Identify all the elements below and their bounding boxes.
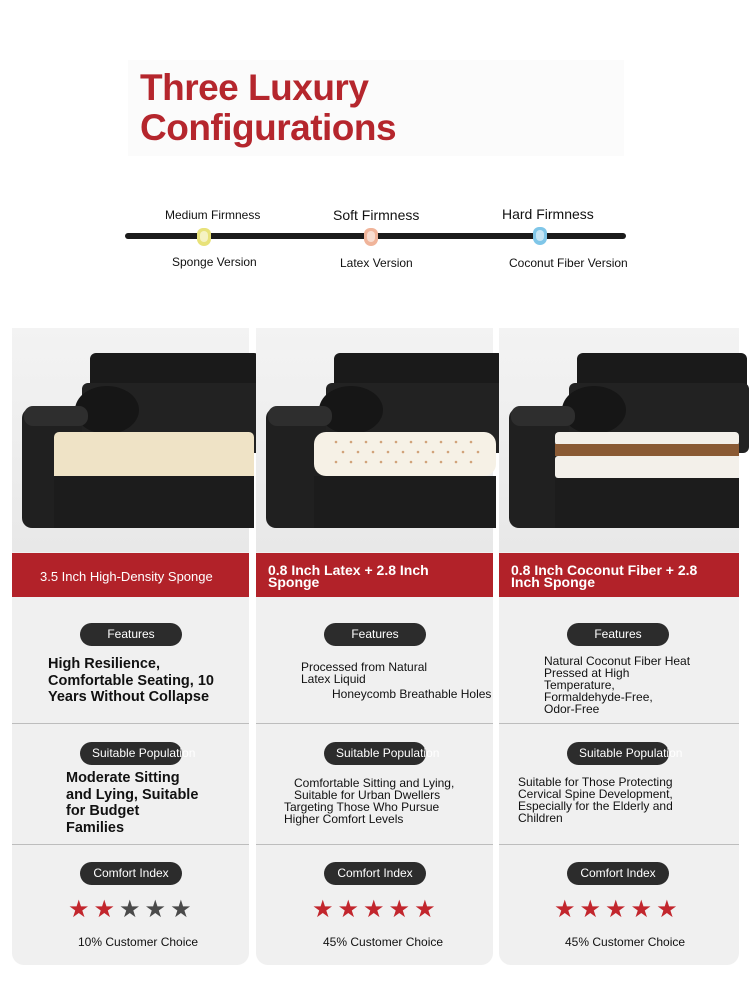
population-line: Especially for the Elderly and: [518, 799, 673, 813]
divider: [256, 723, 493, 724]
star-icon: ★: [312, 895, 334, 923]
population-text-sponge: [66, 770, 198, 836]
population-line: for Budget: [66, 803, 140, 819]
divider: [499, 844, 739, 845]
comfort-index-pill: Comfort Index: [567, 862, 669, 885]
version-label-coconut: Coconut Fiber Version: [509, 256, 628, 270]
firmness-label-medium: Medium Firmness: [165, 208, 261, 222]
population-line: and Lying, Suitable: [66, 786, 199, 803]
star-icon: ★: [119, 895, 141, 923]
star-icon: ★: [414, 895, 436, 923]
rating-stars-latex: [312, 897, 436, 921]
population-pill: Suitable Population: [80, 742, 182, 765]
population-line: Cervical Spine Development,: [518, 787, 673, 801]
star-icon: ★: [337, 895, 360, 923]
firmness-label-hard: Hard Firmness: [502, 206, 594, 222]
spec-band-coconut: [499, 553, 739, 597]
customer-choice-sponge: 10% Customer Choice: [78, 935, 199, 949]
population-line: Targeting Those Who Pursue: [284, 800, 440, 814]
spec-band-sponge: [12, 553, 249, 597]
version-label-sponge: Sponge Version: [172, 255, 257, 269]
sofa-coconut-image: [499, 328, 739, 552]
config-card-latex: [256, 328, 493, 965]
feature-line: Years Without Collapse: [48, 689, 210, 705]
features-text-sponge: [48, 656, 214, 706]
spec-text-latex: [268, 564, 478, 588]
divider: [499, 723, 739, 724]
latex-marker-icon: [364, 228, 378, 246]
feature-line: Latex Liquid: [301, 672, 366, 686]
divider: [12, 844, 249, 845]
spec-text-coconut: [511, 564, 721, 588]
star-icon: ★: [630, 895, 653, 923]
star-icon: ★: [579, 895, 602, 923]
firmness-label-soft: Soft Firmness: [333, 207, 420, 223]
population-text-latex-2: [284, 801, 439, 825]
config-card-sponge: [12, 328, 249, 965]
rating-stars-coconut: [554, 897, 678, 921]
population-line: Moderate Sitting: [66, 770, 180, 786]
features-text-latex-1: [301, 661, 427, 685]
population-text-latex-1: [294, 777, 454, 801]
spec-line: 0.8 Inch Latex + 2.8 Inch: [268, 562, 429, 578]
sofa-sponge-image: [12, 328, 249, 552]
star-icon: ★: [656, 895, 678, 923]
spec-text-sponge: 3.5 Inch High-Density Sponge: [40, 569, 213, 584]
population-line: Higher Comfort Levels: [284, 812, 404, 826]
star-icon: ★: [363, 895, 385, 923]
population-text-coconut: [518, 776, 673, 824]
features-text-coconut: [544, 655, 690, 715]
customer-choice-coconut: 45% Customer Choice: [565, 935, 686, 949]
star-icon: ★: [170, 895, 192, 923]
comfort-index-pill: Comfort Index: [324, 862, 426, 885]
spec-line: 0.8 Inch Coconut Fiber + 2.8: [511, 562, 698, 578]
divider: [256, 844, 493, 845]
title-line-1: Three Luxury: [140, 67, 369, 108]
spec-line: Sponge: [268, 574, 320, 590]
feature-line: Natural Coconut Fiber Heat: [544, 654, 691, 668]
features-pill: Features: [324, 623, 426, 646]
population-line: Families: [66, 819, 125, 836]
rating-stars-sponge: [68, 897, 192, 921]
features-text-latex-2: Honeycomb Breathable Holes: [332, 687, 492, 701]
feature-line: Comfortable Seating, 10: [48, 672, 214, 689]
spec-band-latex: [256, 553, 493, 597]
feature-line: Temperature,: [544, 678, 615, 692]
title-line-2: Configurations: [140, 107, 397, 148]
feature-line: Processed from Natural: [301, 660, 428, 674]
spec-line: Inch Sponge: [511, 574, 595, 590]
star-icon: ★: [388, 895, 411, 923]
coconut-marker-icon: [533, 227, 547, 245]
population-pill: Suitable Population: [567, 742, 669, 765]
feature-line: High Resilience,: [48, 656, 161, 672]
population-line: Comfortable Sitting and Lying,: [294, 776, 455, 790]
comfort-index-pill: Comfort Index: [80, 862, 182, 885]
sofa-latex-image: [256, 328, 493, 552]
feature-line: Formaldehyde-Free,: [544, 690, 653, 704]
page-title: [140, 68, 396, 148]
version-label-latex: Latex Version: [340, 256, 413, 270]
star-icon: ★: [93, 895, 116, 923]
population-line: Children: [518, 811, 563, 825]
star-icon: ★: [605, 895, 627, 923]
population-pill: Suitable Population: [324, 742, 426, 765]
feature-line: Pressed at High: [544, 666, 630, 680]
star-icon: ★: [144, 895, 167, 923]
customer-choice-latex: 45% Customer Choice: [323, 935, 444, 949]
config-card-coconut: [499, 328, 739, 965]
feature-line: Odor-Free: [544, 702, 600, 716]
features-pill: Features: [567, 623, 669, 646]
population-line: Suitable for Urban Dwellers: [294, 788, 441, 802]
divider: [12, 723, 249, 724]
features-pill: Features: [80, 623, 182, 646]
sponge-marker-icon: [197, 228, 211, 246]
star-icon: ★: [554, 895, 576, 923]
population-line: Suitable for Those Protecting: [518, 775, 673, 789]
star-icon: ★: [68, 895, 90, 923]
